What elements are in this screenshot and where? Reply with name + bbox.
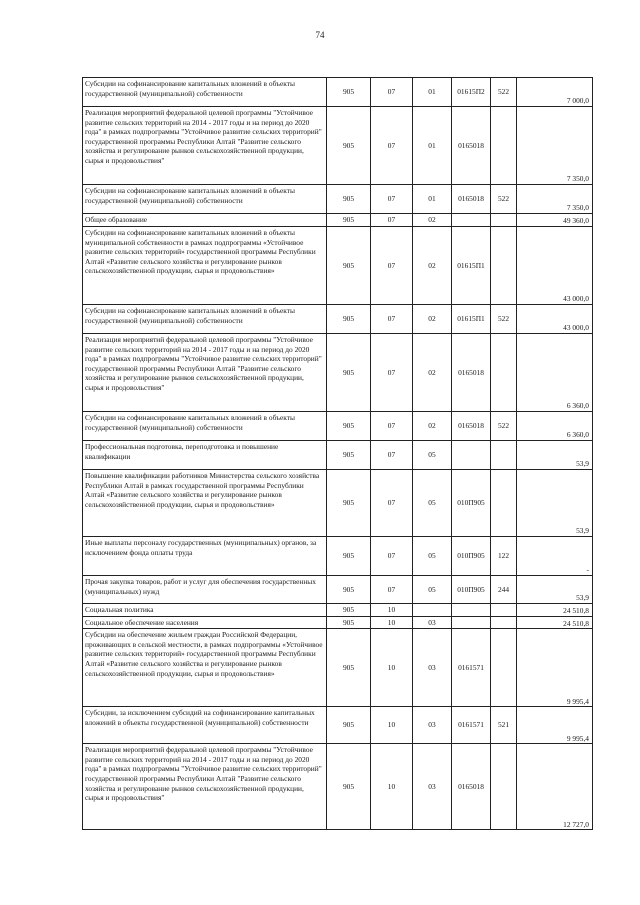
ministry-code: 905 [327,616,371,629]
subsection-code: 01 [413,78,452,107]
ministry-code: 905 [327,744,371,830]
ministry-code: 905 [327,707,371,744]
section-code: 07 [371,185,413,214]
subsection-code: 03 [413,707,452,744]
amount: 9 995,4 [517,707,593,744]
row-name: Субсидии на софинансирование капитальных вложений в объекты государственной (муниципальной) собственности [83,78,327,107]
amount: 53,9 [517,470,593,537]
section-code: 10 [371,707,413,744]
row-name: Общее образование [83,214,327,227]
table-row [83,441,593,470]
subsection-code: 02 [413,214,452,227]
section-code: 07 [371,537,413,576]
target-code: 0165018 [452,412,491,441]
ministry-code: 905 [327,604,371,617]
section-code: 07 [371,78,413,107]
ministry-code: 905 [327,576,371,604]
subsection-code: 03 [413,744,452,830]
row-name: Иные выплаты персоналу государственных (муниципальных) органов, за исключением фонда оплаты труда [83,537,327,576]
row-name: Реализация мероприятий федеральной целевой программы "Устойчивое развитие сельских территорий на 2014 - 2017 годы и на период до 2020 года" в рамках подпрограммы "Устойчивое развитие сельских территорий" государственной программы Республики Алтай "Развитие сельского хозяйства и регулирование рынков сельскохозяйственной продукции, сырья и продовольствия" [83,334,327,412]
table-row [83,227,593,305]
row-name: Субсидии на софинансирование капитальных вложений в объекты государственной (муниципальной) собственности [83,305,327,334]
ministry-code: 905 [327,227,371,305]
table-row [83,616,593,629]
expense-type-code: 244 [491,576,517,604]
section-code: 07 [371,227,413,305]
table-row [83,604,593,617]
table-row [83,305,593,334]
target-code: 0161571 [452,707,491,744]
subsection-code: 02 [413,305,452,334]
row-name: Субсидии, за исключением субсидий на софинансирование капитальных вложений в объекты государственной (муниципальной) собственности [83,707,327,744]
expense-type-code [491,616,517,629]
amount: 49 360,0 [517,214,593,227]
row-name: Реализация мероприятий федеральной целевой программы "Устойчивое развитие сельских территорий на 2014 - 2017 годы и на период до 2020 года" в рамках подпрограммы "Устойчивое развитие сельских территорий" государственной программы Республики Алтай "Развитие сельского хозяйства и регулирование рынков сельскохозяйственной продукции, сырья и продовольствия" [83,744,327,830]
row-name: Субсидии на обеспечение жильем граждан Российской Федерации, проживающих в сельской местности, в рамках подпрограммы «Устойчивое развитие сельских территорий» государственной программы Республики Алтай «Развитие сельского хозяйства и регулирование рынков сельскохозяйственной продукции, сырья и продовольствия» [83,629,327,707]
ministry-code: 905 [327,334,371,412]
section-code: 07 [371,470,413,537]
target-code: 0165018 [452,744,491,830]
subsection-code: 01 [413,107,452,185]
ministry-code: 905 [327,305,371,334]
target-code: 0165018 [452,185,491,214]
row-name: Повышение квалификации работников Министерства сельского хозяйства Республики Алтай в рамках государственной программы Республики Алтай «Развитие сельского хозяйства и регулирование рынков сельскохозяйственной продукции, сырья и продовольствия» [83,470,327,537]
subsection-code: 05 [413,576,452,604]
expense-type-code [491,441,517,470]
row-name: Реализация мероприятий федеральной целевой программы "Устойчивое развитие сельских территорий на 2014 - 2017 годы и на период до 2020 года" в рамках подпрограммы "Устойчивое развитие сельских территорий" государственной программы Республики Алтай "Развитие сельского хозяйства и регулирование рынков сельскохозяйственной продукции, сырья и продовольствия" [83,107,327,185]
target-code: 0161571 [452,629,491,707]
ministry-code: 905 [327,185,371,214]
target-code: 0165018 [452,107,491,185]
expense-type-code: 521 [491,707,517,744]
ministry-code: 905 [327,629,371,707]
section-code: 07 [371,305,413,334]
amount: 53,9 [517,576,593,604]
amount: 12 727,0 [517,744,593,830]
amount: 43 000,0 [517,227,593,305]
expense-type-code [491,744,517,830]
row-name: Социальное обеспечение населения [83,616,327,629]
target-code [452,441,491,470]
amount: 6 360,0 [517,334,593,412]
ministry-code: 905 [327,470,371,537]
amount: 7 350,0 [517,107,593,185]
subsection-code: 03 [413,616,452,629]
expense-type-code [491,107,517,185]
section-code: 07 [371,214,413,227]
subsection-code [413,604,452,617]
section-code: 07 [371,334,413,412]
row-name: Профессиональная подготовка, переподготовка и повышение квалификации [83,441,327,470]
table-row [83,107,593,185]
budget-table [82,77,593,830]
target-code [452,214,491,227]
row-name: Субсидии на софинансирование капитальных вложений в объекты государственной (муниципальной) собственности [83,185,327,214]
table-row [83,78,593,107]
ministry-code: 905 [327,537,371,576]
subsection-code: 02 [413,412,452,441]
amount: - [517,537,593,576]
section-code: 10 [371,629,413,707]
amount: 7 350,0 [517,185,593,214]
table-row [83,537,593,576]
subsection-code: 02 [413,227,452,305]
amount: 24 510,8 [517,604,593,617]
amount: 9 995,4 [517,629,593,707]
ministry-code: 905 [327,441,371,470]
table-row [83,470,593,537]
table-row [83,744,593,830]
row-name: Субсидии на софинансирование капитальных вложений в объекты государственной (муниципальной) собственности [83,412,327,441]
section-code: 07 [371,412,413,441]
section-code: 10 [371,744,413,830]
target-code: 01615П2 [452,78,491,107]
expense-type-code: 522 [491,185,517,214]
expense-type-code [491,214,517,227]
page-number: 74 [315,30,325,40]
ministry-code: 905 [327,78,371,107]
target-code: 0165018 [452,334,491,412]
amount: 53,9 [517,441,593,470]
subsection-code: 05 [413,441,452,470]
table-row [83,412,593,441]
row-name: Субсидии на софинансирование капитальных вложений в объекты муниципальной собственности в рамках подпрограммы «Устойчивое развитие сельских территорий» государственной программы Республики Алтай «Развитие сельского хозяйства и регулирование рынков сельскохозяйственной продукции, сырья и продовольствия» [83,227,327,305]
target-code: 010П905 [452,537,491,576]
table-row [83,185,593,214]
section-code: 07 [371,576,413,604]
target-code [452,604,491,617]
expense-type-code [491,334,517,412]
ministry-code: 905 [327,107,371,185]
expense-type-code: 522 [491,412,517,441]
table-row [83,629,593,707]
row-name: Прочая закупка товаров, работ и услуг для обеспечения государственных (муниципальных) нужд [83,576,327,604]
table-row [83,576,593,604]
target-code [452,616,491,629]
table-row [83,707,593,744]
target-code: 01615П1 [452,227,491,305]
target-code: 010П905 [452,576,491,604]
section-code: 10 [371,604,413,617]
row-name: Социальная политика [83,604,327,617]
expense-type-code: 522 [491,305,517,334]
target-code: 01615П1 [452,305,491,334]
amount: 24 510,8 [517,616,593,629]
amount: 6 360,0 [517,412,593,441]
amount: 7 000,0 [517,78,593,107]
subsection-code: 05 [413,537,452,576]
expense-type-code [491,470,517,537]
expense-type-code [491,629,517,707]
subsection-code: 01 [413,185,452,214]
ministry-code: 905 [327,214,371,227]
subsection-code: 02 [413,334,452,412]
ministry-code: 905 [327,412,371,441]
section-code: 07 [371,441,413,470]
section-code: 07 [371,107,413,185]
table-row [83,334,593,412]
subsection-code: 05 [413,470,452,537]
target-code: 010П905 [452,470,491,537]
expense-type-code: 122 [491,537,517,576]
expense-type-code: 522 [491,78,517,107]
expense-type-code [491,227,517,305]
table-row [83,214,593,227]
subsection-code: 03 [413,629,452,707]
amount: 43 000,0 [517,305,593,334]
section-code: 10 [371,616,413,629]
expense-type-code [491,604,517,617]
